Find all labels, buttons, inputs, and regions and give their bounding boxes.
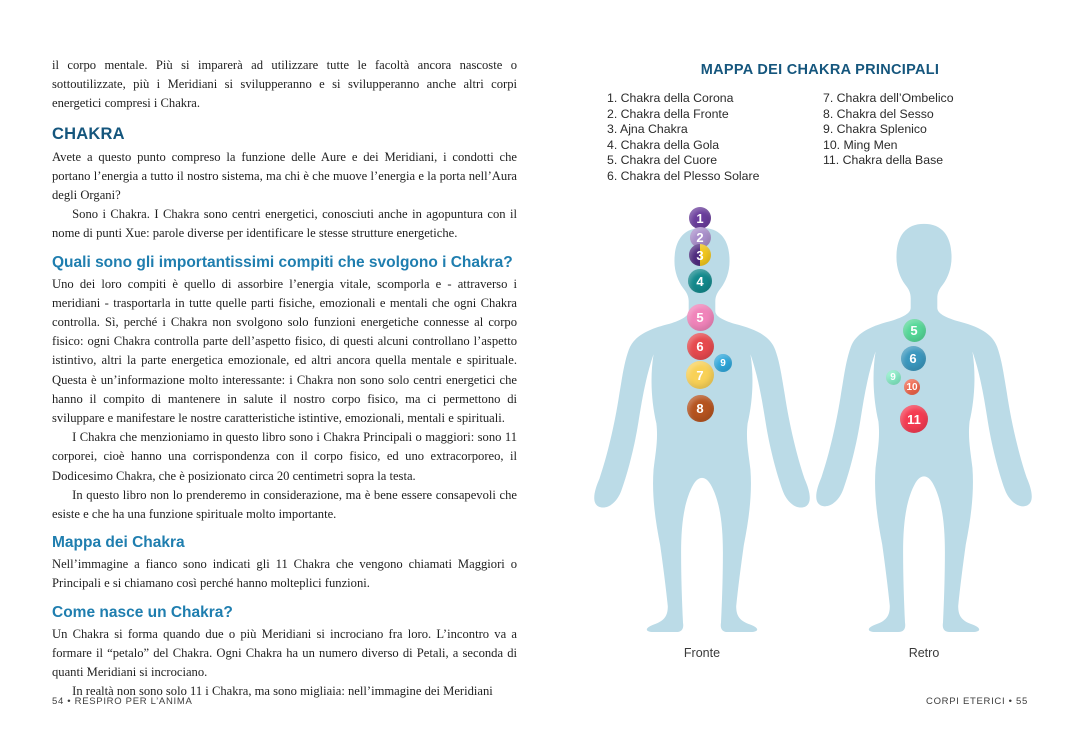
chakra-dot-2: 2 [690, 227, 711, 248]
legend-item: 7. Chakra dell’Ombelico [823, 91, 954, 105]
section-heading: Quali sono gli importantissimi compiti che svolgono i Chakra? [52, 253, 513, 271]
paragraph: il corpo mentale. Più si imparerà ad utilizzare tutte le facoltà ancora nascoste o sottoutilizzate, più i Meridiani si svilupperanno e si svilupperanno anche altri corpi energetici compresi i Chakra. [52, 58, 517, 111]
chakra-dot-8: 8 [687, 395, 714, 422]
chakra-dot-4: 4 [688, 269, 712, 293]
legend-item: 10. Ming Men [823, 137, 898, 152]
legend-item: 2. Chakra della Fronte [607, 106, 729, 121]
paragraph: Uno dei loro compiti è quello di assorbire l’energia vitale, scomporla e - attraverso i meridiani - trasportarla in tutte quelle parti fisiche, emozionali e mentali che ogni Chakra controlla. Sì, perché i Chakra non svolgono solo funzioni energetiche connesse al corpo fisico: ogni Chakra controlla parte dell’aspetto fisico, di questi alcuni controllano l’aspetto istintivo, altri la parte energetica emozionale, ed altri ancora quella mentale e spirituale. Questa è un’informazione molto interessante: i Chakra non sono solo centri energetici che hanno il compito di mantenere in salute il nostro corpo fisico, ma ci permettono di sviluppare e manifestare le nostre caratteristiche istintive, emozionali, mentali e spirituali. [52, 276, 517, 426]
section-chakra [52, 125, 517, 244]
figure-label-front: Fronte [683, 646, 721, 660]
map-title: MAPPA DEI CHAKRA PRINCIPALI [700, 62, 940, 78]
section-heading: Mappa dei Chakra [52, 534, 185, 552]
paragraph: In questo libro non lo prenderemo in considerazione, ma è bene essere consapevoli che esiste e che ha una funzione spirituale molto importante. [52, 487, 517, 522]
legend-item: 11. Chakra della Base [823, 153, 944, 168]
chakra-dot-9: 9 [886, 370, 901, 385]
figure-label-back: Retro [908, 646, 940, 660]
chakra-dot-9: 9 [714, 354, 732, 372]
chakra-dot-5: 5 [903, 319, 926, 342]
legend-item: 3. Ajna Chakra [607, 122, 688, 137]
section-heading: Come nasce un Chakra? [52, 603, 233, 621]
chakra-dot-6: 6 [901, 346, 926, 371]
chakra-dot-10: 10 [904, 379, 920, 395]
left-page-text-column [52, 56, 517, 701]
chakra-dot-3: 3 [689, 244, 711, 266]
chakra-legend-column-1 [607, 91, 819, 185]
chakra-dot-7: 7 [686, 361, 714, 389]
legend-item: 9. Chakra Splenico [823, 122, 927, 137]
chakra-legend-column-2 [823, 91, 1035, 169]
paragraph: In realtà non sono solo 11 i Chakra, ma sono migliaia: nell’immagine dei Meridiani [72, 684, 493, 699]
section-heading: CHAKRA [52, 124, 125, 143]
paragraph: Un Chakra si forma quando due o più Meridiani si incrociano fra loro. L’incontro va a formare il “petalo” del Chakra. Ogni Chakra ha un numero diverso di Petali, a seconda di quanti Meridiani si incrociano. [52, 626, 517, 680]
legend-item: 4. Chakra della Gola [607, 137, 720, 152]
paragraph: Avete a questo punto compreso la funzione delle Aure e dei Meridiani, i condotti che portano l’energia a tutto il nostro sistema, ma chi è che muove l’energia e la porta nell’Aura degli Organi? [52, 149, 517, 203]
legend-item: 1. Chakra della Corona [607, 91, 734, 105]
legend-item: 5. Chakra del Cuore [607, 153, 718, 168]
section-mappa [52, 534, 517, 593]
right-page-footer: CORPI ETERICI • 55 [926, 696, 1028, 707]
paragraph: Sono i Chakra. I Chakra sono centri energetici, conosciuti anche in agopuntura con il nome di punti Xue: parole diverse per identificare le stesse strutture energetiche. [52, 207, 517, 241]
paragraph: Nell’immagine a fianco sono indicati gli 11 Chakra che vengono chiamati Maggiori o Principali e si chiamano così perché hanno molteplici funzioni. [52, 557, 517, 591]
chakra-dot-1: 1 [689, 207, 711, 229]
chakra-dot-5: 5 [687, 304, 714, 331]
legend-item: 6. Chakra del Plesso Solare [607, 168, 760, 183]
chakra-dot-6: 6 [687, 333, 714, 360]
human-figure-back [810, 222, 1038, 632]
human-figure-front [588, 210, 816, 632]
paragraph: I Chakra che menzioniamo in questo libro sono i Chakra Principali o maggiori: sono 11 corporei, cioè hanno una corrispondenza con il corpo fisico, ed uno extracorporeo, il Dodicesimo Chakra, che è posizionato circa 20 centimetri sopra la testa. [52, 430, 517, 483]
left-page-footer: 54 • RESPIRO PER L’ANIMA [52, 696, 193, 707]
section-come-nasce [52, 604, 517, 702]
legend-item: 8. Chakra del Sesso [823, 106, 934, 121]
section-compiti [52, 254, 517, 525]
chakra-dot-11: 11 [900, 405, 928, 433]
